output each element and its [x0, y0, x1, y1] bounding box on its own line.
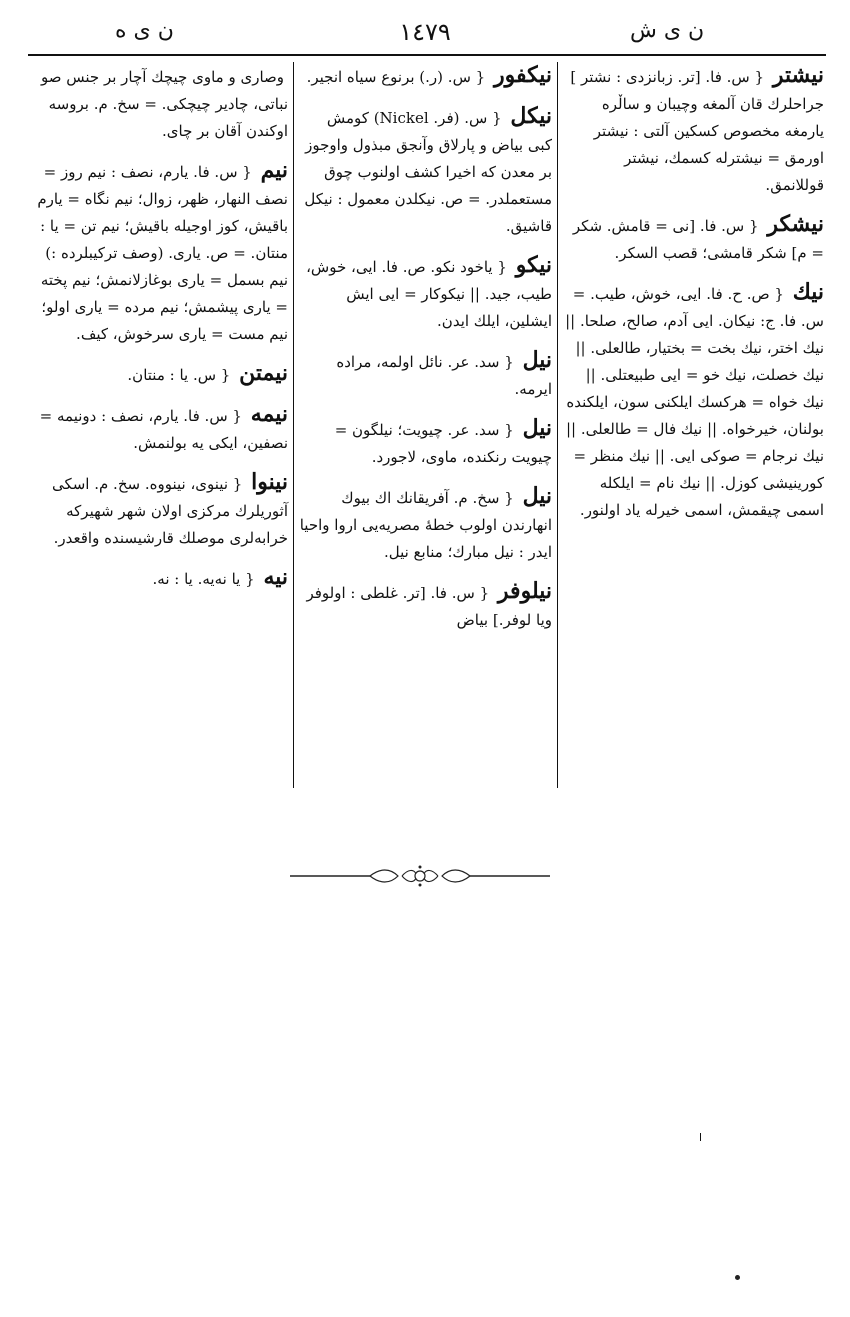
entry [562, 211, 824, 267]
ink-mark [735, 1275, 740, 1280]
column-right [562, 62, 824, 536]
column-divider-left [293, 62, 294, 788]
definition: { نينوى، نينووه. سخ. م. اسكى آثوريلرك مركزى اولان شهر شهيركه خرابه‌لرى موصلك قارشيسنده واقعدر. [51, 475, 288, 547]
definition: { سد. عر. چيويت؛ نيلگون = چيويت رنكنده، ماوى، لاجورد. [334, 421, 552, 466]
headword: نيلوفر [497, 578, 552, 604]
entry [298, 62, 552, 91]
column-left [26, 62, 288, 605]
headword: نيمه [250, 401, 288, 427]
definition: { س. (ر.) برنوع سياه انجير. [306, 68, 486, 86]
entry [26, 157, 288, 348]
definition: { س. (فر. Nickel) كومش كبى بياض و پارلاق وآنجق مبذول واوجوز بر معدن كه اخيرا كشف اولنوب چوق مستعملدر. = ص. نيكلدن معمول : نيكل قاشيق. [304, 109, 552, 235]
definition: { سد. عر. نائل اولمه، مراده ايرمه. [336, 353, 552, 398]
entry [26, 469, 288, 552]
headword: نيمتن [239, 360, 288, 386]
entry [298, 483, 552, 566]
headword: نيه [263, 564, 288, 590]
entry [298, 103, 552, 240]
definition: { س. فا. يارم، نصف : نيم روز = نصف النهار، ظهر، زوال؛ نيم نگاه = يارم باقيش، كوز اوجيله باقيش؛ نيم تن = يا : منتان. = ص. يارى. (وصف تركيبلرده :) نيم بسمل = يارى بوغازلانمش؛ نيم پخته = يارى پيشمش؛ نيم مرده = يارى اولو؛ نيم مست = يارى سرخوش، كيف. [37, 163, 288, 343]
entry [26, 360, 288, 389]
header-rule [28, 54, 826, 56]
definition: وصارى و ماوى چيچك آچار بر جنس صو نباتى، چادير چيچكى. = سخ. م. بروسه اوكندن آقان بر چاى. [41, 68, 288, 140]
column-divider-right [557, 62, 558, 788]
page-number: ١٤٧٩ [399, 18, 451, 46]
definition: { س. فا. [تر. زبانزدى : نشتر ] جراحلرك قان آلمغه وچيبان و ساڵره يارمغه مخصوص كسكين آلتى : نيشتر اورمق = نيشترله كسمك، نيشتر قوللانمق. [570, 68, 824, 194]
entry [298, 415, 552, 471]
headword: نيكفور [493, 62, 552, 88]
entry [562, 62, 824, 199]
ornament-divider-icon [290, 864, 550, 888]
entry [26, 564, 288, 593]
entry [298, 347, 552, 403]
ink-tick [700, 1133, 701, 1141]
headword: نيل [522, 415, 552, 441]
headword: نيكل [510, 103, 552, 129]
headword: نيشكر [767, 211, 824, 237]
definition: { يا نه‌يه. يا : نه. [152, 570, 255, 588]
headword: نيل [522, 347, 552, 373]
header-right-letters: ن ى ش [630, 18, 705, 43]
entry [298, 252, 552, 335]
entry [26, 62, 288, 145]
definition: { ص. ح. فا. ايى، خوش، طيب. = س. فا. ج: نيكان. ايى آدم، صالح، صلحا. || نيك اختر، نيك بخت = بختيار، طالعلى. || نيك خصلت، نيك خو = ايى طبيعتلى. || نيك خواه = هركسك ايلكنى سون، ايلكنده بولنان، خيرخواه. || نيك فال = طالعلى. || نيك نرجام = صوكى ايى. || نيك منظر = كورينيشى كوزل. || نيك نام = ايلكله اسمى چيقمش، اسمى خيرله ياد اولنور. [565, 285, 824, 519]
headword: نينوا [251, 469, 288, 495]
definition: { ياخود نكو. ص. فا. ايى، خوش، طيب، جيد. || نيكوكار = ايى ايش ايشلين، ايلك ايدن. [306, 258, 552, 330]
headword: نيكو [515, 252, 552, 278]
entry [26, 401, 288, 457]
header-left-letters: ن ى ه [115, 18, 174, 43]
entry [298, 578, 552, 634]
entry [562, 279, 824, 524]
definition: { س. فا. [تر. غلطى : اولوفر ويا لوفر.] بياض [306, 584, 552, 629]
headword: نيل [522, 483, 552, 509]
headword: نيك [792, 279, 824, 305]
definition: { س. فا. يارم، نصف : دونيمه = نصفين، ايكى يه بولنمش. [39, 407, 288, 452]
definition: { سخ. م. آفريقانك اك بيوك انهارندن اولوب خطهٔ مصريه‌يى اروا واحيا ايدر : نيل مبارك؛ منابع نيل. [299, 489, 552, 561]
column-middle [298, 62, 552, 646]
headword: نيم [260, 157, 288, 183]
headword: نيشتر [772, 62, 824, 88]
definition: { س. يا : منتان. [127, 366, 231, 384]
definition: { س. فا. [نى = قامش. شكر = م] شكر قامشى؛ قصب السكر. [572, 217, 824, 262]
